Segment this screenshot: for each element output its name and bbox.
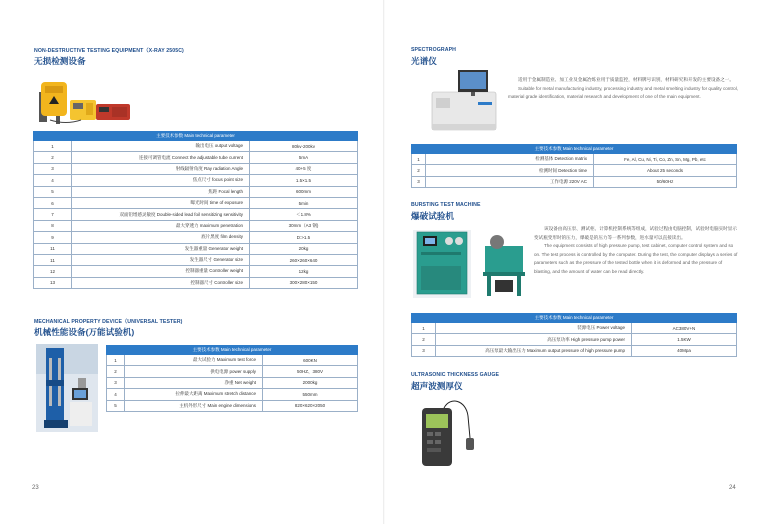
row-label: 供电电源 power supply <box>125 366 263 377</box>
burst-spec-table <box>411 313 737 357</box>
row-value: 50/60Hz <box>594 176 737 187</box>
row-label: 最大试验力 Maximum test force <box>125 355 263 366</box>
table-row <box>107 400 358 411</box>
row-value: 300×280×150 <box>250 277 358 288</box>
row-value: 5min <box>250 197 358 208</box>
row-no: 5 <box>34 186 72 197</box>
row-no: 3 <box>412 176 426 187</box>
table-row <box>34 197 358 208</box>
row-value: 50HZ、380V <box>263 366 358 377</box>
row-value: D:>1.5 <box>250 232 358 243</box>
row-value: 820×620×2050 <box>263 400 358 411</box>
xray-equipment-image <box>36 72 136 127</box>
burst-desc-en: The equipment consists of high pressure pump, test cabinet, computer control system and so on. The test process is controlled by the computer. During the test, the computer displays a series of parameters such as the pressure of the tested bottle when it is deformed and the pressure of blasting, and the amount of water can be read directly. <box>534 243 738 274</box>
row-no: 1 <box>34 141 72 152</box>
table-row <box>412 176 737 187</box>
row-label: 工作电源 220V AC <box>426 176 594 187</box>
spectro-desc-cn: 适用于金属制造业、加工业及金属冶炼业用于质量监控，材料牌号识别，材料研究和开发的主要设备之一。 <box>518 77 734 82</box>
row-no: 12 <box>34 266 72 277</box>
row-no: 4 <box>107 389 125 400</box>
burst-description <box>534 225 740 277</box>
table-row <box>34 243 358 254</box>
row-label: 最大穿透力 maximum penetration <box>72 220 250 231</box>
row-value: 260×260×640 <box>250 254 358 265</box>
row-label: 输出电压 output voltage <box>72 141 250 152</box>
row-label: 发生器尺寸 Generator size <box>72 254 250 265</box>
row-no: 3 <box>34 163 72 174</box>
mech-spec-table <box>106 345 358 412</box>
table-row <box>34 232 358 243</box>
row-no: 9 <box>34 232 72 243</box>
row-label: 底片黑度 film density <box>72 232 250 243</box>
row-no: 2 <box>412 334 436 345</box>
table-row <box>34 209 358 220</box>
row-value: About 25 seconds <box>594 165 737 176</box>
row-no: 4 <box>34 175 72 186</box>
row-no: 13 <box>34 277 72 288</box>
row-value: Fe, Al, Cu, Ni, Ti, Co, Zn, Sn, Mg, Pb, etc <box>594 154 737 165</box>
table-row <box>412 165 737 176</box>
spectro-table-header: 主要技术参数 Main technical parameter <box>412 145 737 154</box>
row-value: ＜1.8% <box>250 209 358 220</box>
spectro-description <box>508 76 740 102</box>
row-value: 20kg <box>250 243 358 254</box>
row-label: 焦点尺寸 focus point size <box>72 175 250 186</box>
table-row <box>34 175 358 186</box>
row-value: 600mm <box>250 186 358 197</box>
row-value: 2000kg <box>263 377 358 388</box>
thickness-gauge-image <box>420 398 482 470</box>
page-fold <box>383 0 385 524</box>
row-label: 高压泵功率 High pressure pump power <box>436 334 632 345</box>
row-no: 3 <box>107 377 125 388</box>
row-value: 30mm（A3 钢) <box>250 220 358 231</box>
burst-title-cn: 爆破试验机 <box>411 211 454 221</box>
table-row <box>34 141 358 152</box>
row-label: 射线辐射角度 Ray radiation Angle <box>72 163 250 174</box>
table-row <box>34 220 358 231</box>
row-value: 600KN <box>263 355 358 366</box>
row-no: 2 <box>34 152 72 163</box>
row-value: 40+5 度 <box>250 163 358 174</box>
row-no: 8 <box>34 220 72 231</box>
row-no: 1 <box>412 323 436 334</box>
mech-title-cn: 机械性能设备(万能试验机) <box>34 327 135 337</box>
spectro-spec-table <box>411 144 737 188</box>
table-row <box>412 154 737 165</box>
table-row <box>34 163 358 174</box>
row-no: 11 <box>34 254 72 265</box>
row-label: 装源电压 Power voltage <box>436 323 632 334</box>
page-number-left: 23 <box>32 485 39 491</box>
row-label: 焦距 Focal length <box>72 186 250 197</box>
table-row <box>107 366 358 377</box>
burst-title-en: BURSTING TEST MACHINE <box>411 202 481 208</box>
universal-tester-image <box>36 344 98 432</box>
row-value: 1.5KW <box>632 334 737 345</box>
table-row <box>34 186 358 197</box>
burst-desc-cn: 该设备由高压泵、测试柜、计算机控制系统等组成，试验过程由电脑控制，试验时电脑实时显示变试瓶变形时的压力，爆破是的压力等一系列参数，进水量可以直接读出。 <box>534 226 737 240</box>
row-no: 2 <box>107 366 125 377</box>
table-row <box>107 377 358 388</box>
table-row <box>34 277 358 288</box>
ndt-table-header: 主要技术参数 Main technical parameter <box>34 132 358 141</box>
burst-table-header: 主要技术参数 Main technical parameter <box>412 314 737 323</box>
row-label: 连接可调管电流 Connect the adjustable tube current <box>72 152 250 163</box>
row-no: 1 <box>107 355 125 366</box>
ndt-title-cn: 无损检测设备 <box>34 56 86 66</box>
row-value: 12kg <box>250 266 358 277</box>
row-label: 发生器重量 Generator weight <box>72 243 250 254</box>
row-label: 检测基体 Detection matrix <box>426 154 594 165</box>
ndt-spec-table <box>33 131 358 289</box>
row-label: 净重 Net weight <box>125 377 263 388</box>
table-row <box>107 389 358 400</box>
row-label: 高压泵最大输出压力 Maximum output pressure of high pressure pump <box>436 345 632 356</box>
row-no: 5 <box>107 400 125 411</box>
row-value: 5mA <box>250 152 358 163</box>
row-label: 拉伸最大距离 Maximum stretch distance <box>125 389 263 400</box>
row-label: 曝光时间 time of exposure <box>72 197 250 208</box>
spectro-title-en: SPECTROGRAPH <box>411 47 457 53</box>
mech-title-en: MECHANICAL PROPERTY DEVICE（UNIVERSAL TESTER) <box>34 319 183 325</box>
table-row <box>34 266 358 277</box>
row-value: AC380V+N <box>632 323 737 334</box>
table-row <box>412 345 737 356</box>
row-label: 控制器重量 Controller weight <box>72 266 250 277</box>
table-row <box>34 254 358 265</box>
table-row <box>412 334 737 345</box>
spectrograph-image <box>428 68 506 136</box>
row-no: 6 <box>34 197 72 208</box>
ultra-title-cn: 超声波测厚仪 <box>411 381 463 391</box>
row-no: 2 <box>412 165 426 176</box>
row-no: 7 <box>34 209 72 220</box>
row-label: 双面铅增感灵敏度 Double-sided lead foil sensitizing sensitivity <box>72 209 250 220</box>
ndt-title-en: NON-DESTRUCTIVE TESTING EQUIPMENT（X-RAY 2505C) <box>34 48 184 54</box>
row-label: 主机外形尺寸 Main engine dimensions <box>125 400 263 411</box>
mech-table-header: 主要技术参数 Main technical parameter <box>107 346 358 355</box>
page-number-right: 24 <box>729 485 736 491</box>
row-value: 40Mpa <box>632 345 737 356</box>
row-value: 550mm <box>263 389 358 400</box>
row-value: 80kv-200kv <box>250 141 358 152</box>
spectro-title-cn: 光谱仪 <box>411 56 437 66</box>
row-no: 3 <box>412 345 436 356</box>
table-row <box>107 355 358 366</box>
ultra-title-en: ULTRASONIC THICKNESS GAUGE <box>411 372 500 378</box>
table-row <box>412 323 737 334</box>
row-value: 1.5×1.5 <box>250 175 358 186</box>
row-no: 11 <box>34 243 72 254</box>
spectro-desc-en: Suitable for metal manufacturing industry, processing industry and metal smelting industry for quality control, material grade identification, material research and development of one of the main equipment. <box>508 85 739 100</box>
row-label: 检测时间 Detection time <box>426 165 594 176</box>
bursting-machine-image <box>411 226 529 302</box>
row-label: 控制器尺寸 Controller size <box>72 277 250 288</box>
table-row <box>34 152 358 163</box>
row-no: 1 <box>412 154 426 165</box>
